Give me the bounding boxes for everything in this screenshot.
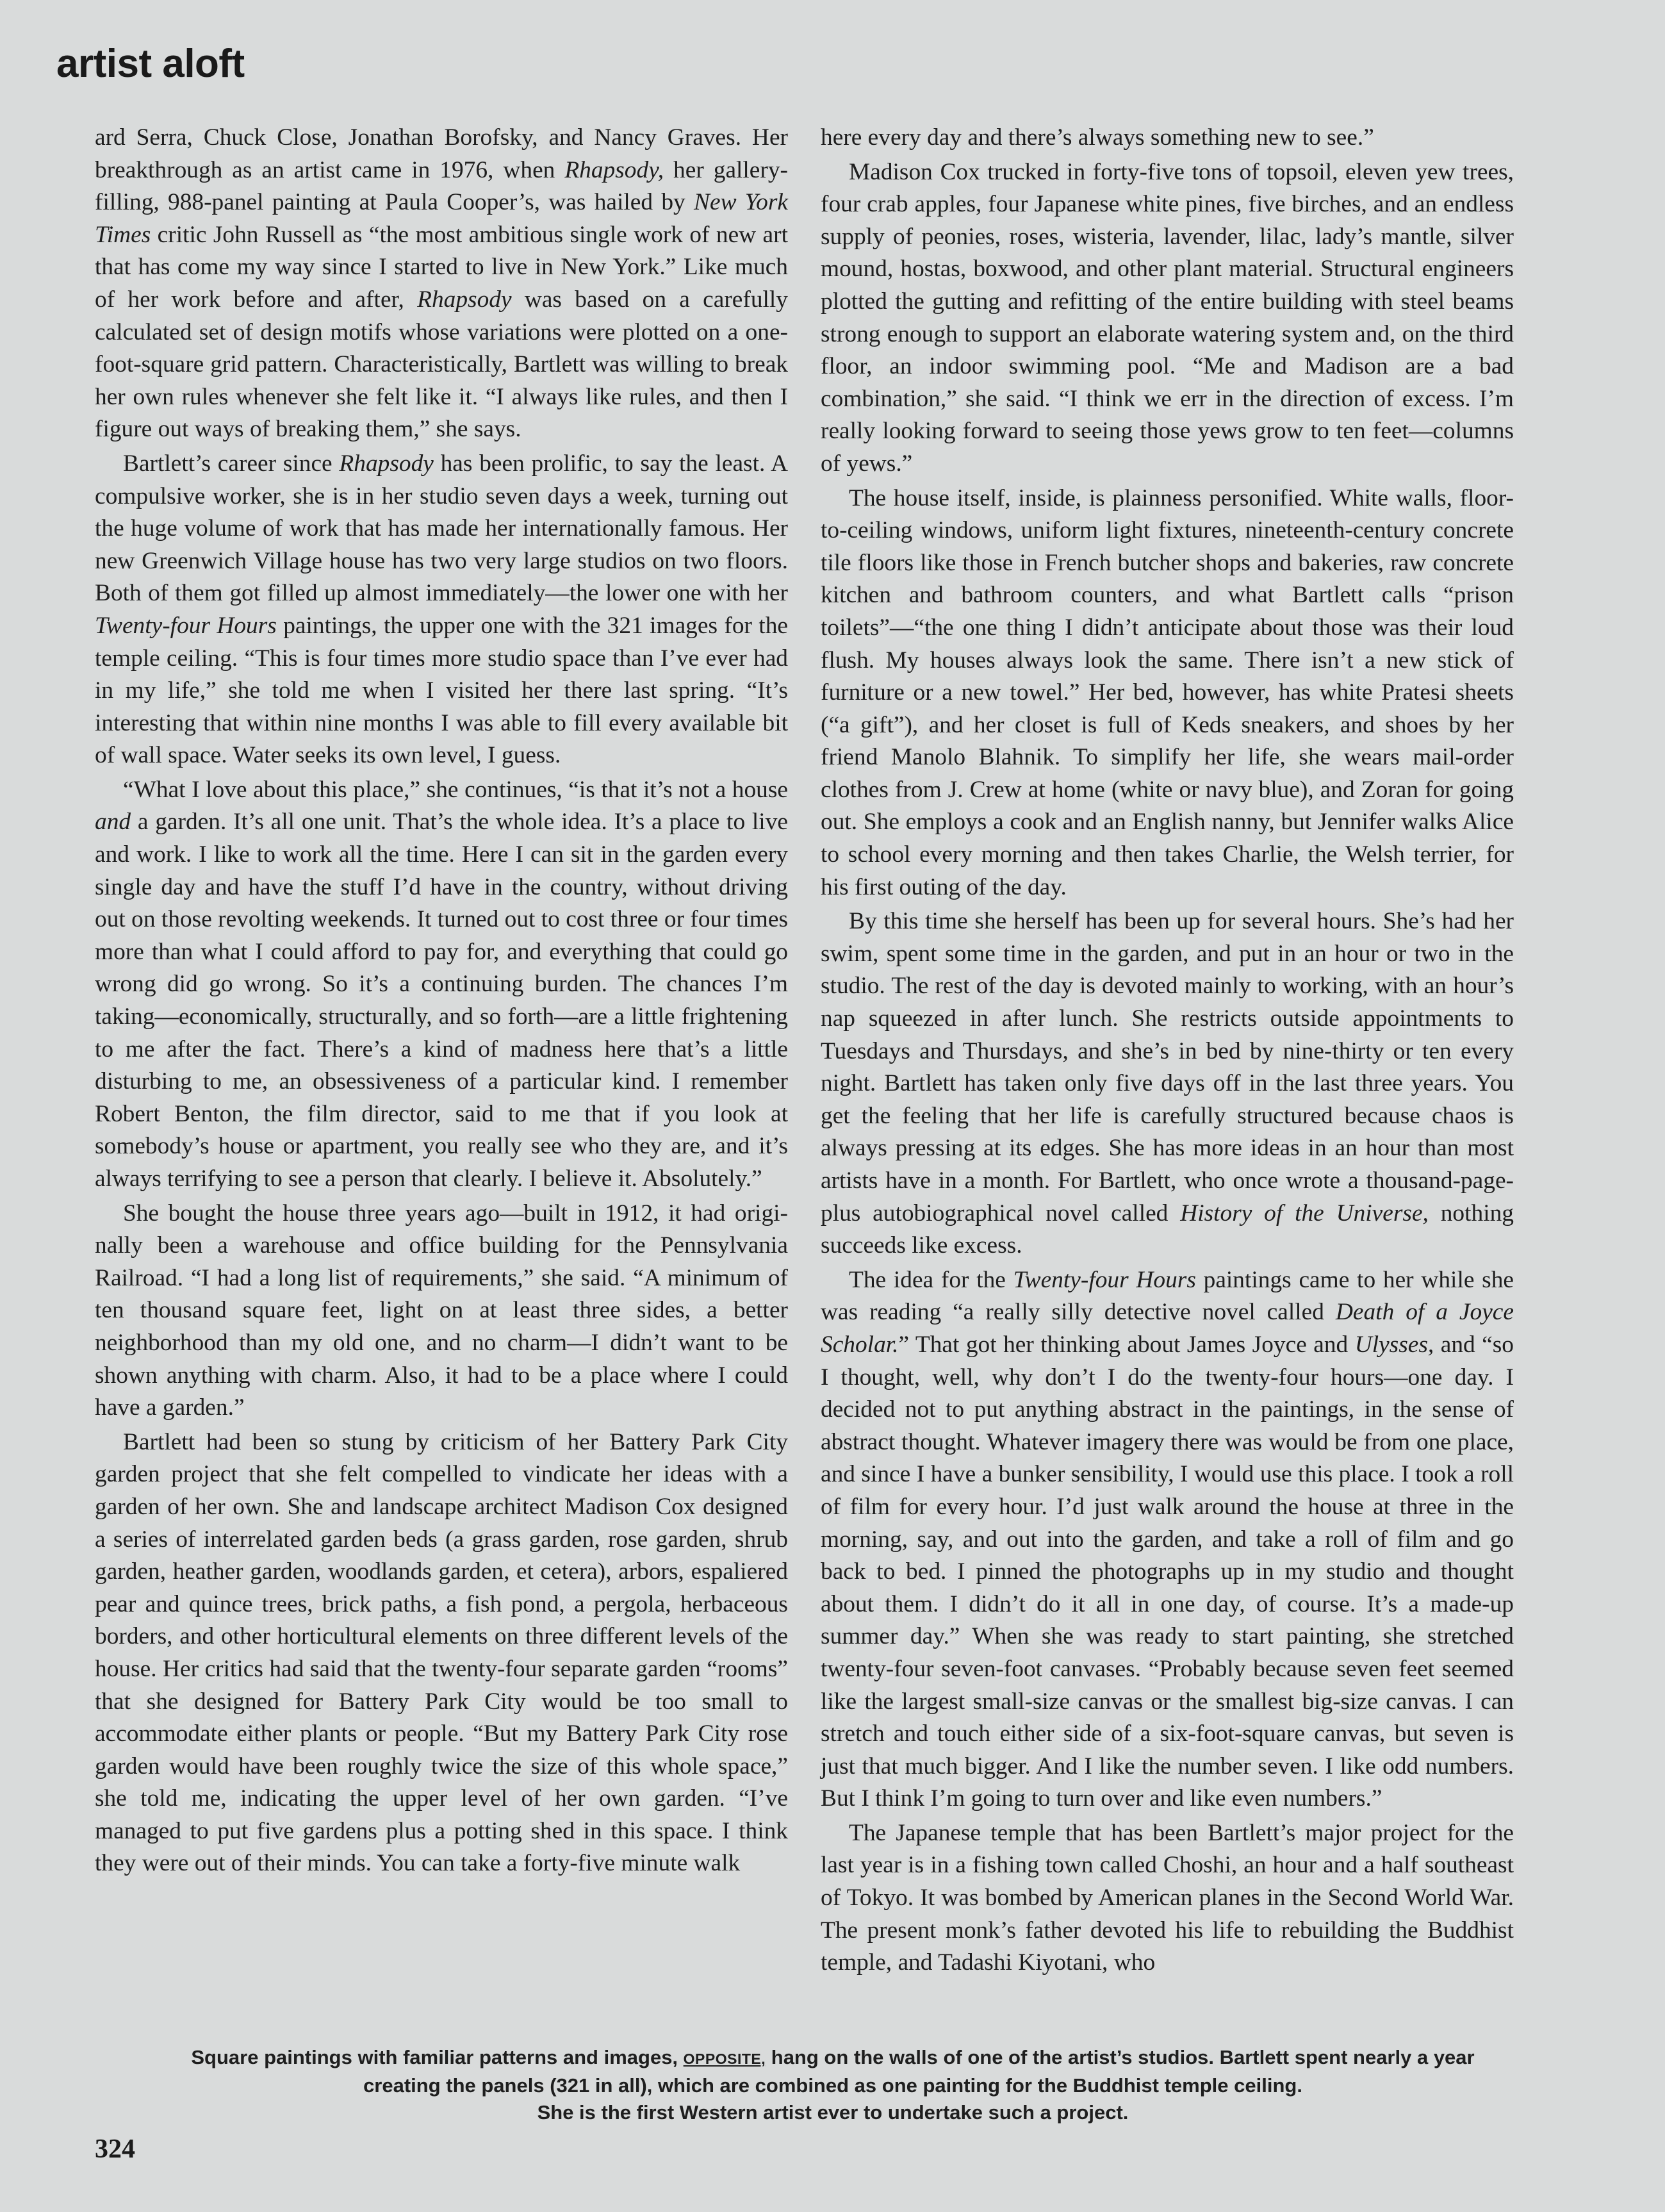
italic-title: Twenty-four Hours: [1013, 1266, 1196, 1293]
article-paragraph: [95, 774, 788, 1196]
article-paragraph: [821, 122, 1514, 154]
article-column-left: [95, 122, 788, 1880]
article-paragraph: [821, 1817, 1514, 1979]
paragraph-text: By this time she herself has been up for several hours. She’s had her swim, spent some time in the garden, and put in an hour or two in the studio. The rest of the day is devoted mainly to working, with an hour’s nap squeezed in after lunch. She restricts outside appointments to Tuesdays and Thursdays, and she’s in bed by nine-thirty or ten every night. Bartlett has taken only five days off in the last three years. You get the feeling that her life is carefully structured because chaos is always pressing at its edges. She has more ideas in an hour than most artists have in a month. For Bartlett, who once wrote a thousand-page-plus autobiographical novel called: [821, 908, 1514, 1226]
italic-title: Rhapsody,: [564, 156, 664, 183]
paragraph-text: Madison Cox trucked in forty-five tons of topsoil, eleven yew trees, four crab apples, four Japanese white pines, five birches, and an endless supply of peonies, roses, wisteria, lavender, lilac, lady’s mantle, silver mound, hostas, boxwood, and other plant material. Structural engineers plotted the gutting and refitting of the entire building with steel beams strong enough to support an elaborate watering system and, on the third floor, an indoor swimming pool. “Me and Madison are a bad combination,” she said. “I think we err in the direction of excess. I’m really looking forward to seeing those yews grow to ten feet—columns of yews.”: [821, 158, 1514, 477]
article-paragraph: [95, 1426, 788, 1880]
italic-title: Rhapsody: [417, 286, 512, 313]
article-paragraph: [821, 905, 1514, 1262]
paragraph-text: She bought the house three years ago—built in 1912, it had originally been a warehouse and office building for the Pennsylvania Railroad. “I had a long list of requirements,” she said. “A minimum of ten thousand square feet, light on at least three sides, a better neighborhood than my old one, and no charm—I didn’t want to be shown anything with charm. Also, it had to be a place where I could have a garden.”: [95, 1200, 788, 1421]
article-paragraph: [95, 122, 788, 446]
caption-line-1: [96, 2044, 1570, 2072]
paragraph-text: The Japanese temple that has been Bartlett’s major project for the last year is in a fishing town called Choshi, an hour and a half southeast of Tokyo. It was bombed by American planes in the Second World War. The present monk’s father devoted his life to rebuilding the Buddhist temple, and Tadashi Kiyotani, who: [821, 1819, 1514, 1976]
paragraph-text: paintings, the upper one with the 321 images for the temple ceiling. “This is four times more studio space than I’ve ever had in my life,” she told me when I visited her there last spring. “It’s interesting that within nine months I was able to fill every available bit of wall space. Water seeks its own level, I guess.: [95, 612, 788, 769]
paragraph-text: paintings came to her while she was reading “a really silly detective novel called: [821, 1266, 1514, 1326]
paragraph-text: Bartlett’s career since: [123, 450, 340, 477]
italic-title: History of the Universe,: [1180, 1200, 1429, 1226]
article-paragraph: [95, 448, 788, 772]
caption-opposite-reference: OPPOSITE,: [683, 2051, 766, 2067]
paragraph-text: critic John Russell as “the most ambitious single work of new art that has come my way since I started to live in New York.” Like much of her work before and after,: [95, 221, 788, 313]
paragraph-text: Bartlett had been so stung by criticism of her Battery Park City garden project that she felt compelled to vindicate her ideas with a garden of her own. She and landscape architect Madison Cox designed a series of interrelated garden beds (a grass garden, rose garden, shrub garden, heather garden, woodlands garden, et cetera), arbors, espaliered pear and quince trees, brick paths, a fish pond, a pergola, herbaceous borders, and other horticultural elements on three different levels of the house. Her critics had said that the twenty-four separate garden “rooms” that she designed for Battery Park City would be too small to accommodate either plants or people. “But my Battery Park City rose garden would have been roughly twice the size of this whole space,” she told me, indicating the upper level of her own garden. “I’ve managed to put five gardens plus a potting shed in this space. I think they were out of their minds. You can take a forty-five minute walk: [95, 1428, 788, 1877]
italic-title: and: [95, 809, 131, 836]
paragraph-text: and “so I thought, well, why don’t I do the twenty-four hours—one day. I decided not to put anything abstract in the paintings, in the sense of abstract thought. Whatever imagery there was would be from one place, and since I have a bunker sensibility, I would use this place. I took a roll of film for every hour. I’d just walk around the house at three in the morning, say, and out into the garden, and take a roll of film and go back to bed. I pinned the photographs up in my studio and thought about them. I didn’t do it all in one day, of course. It’s a made-up summer day.” When she was ready to start painting, she stretched twenty-four seven-foot canvases. “Probably because seven feet seemed like the largest small-size canvas or the smallest big-size canvas. I can stretch and touch either side of a six-foot-square canvas, but seven is just that much bigger. And I like the number seven. I like odd numbers. But I think I’m going to turn over and like even numbers.”: [821, 1331, 1514, 1812]
article-paragraph: [821, 483, 1514, 904]
paragraph-text: here every day and there’s always something new to see.”: [821, 124, 1374, 151]
article-paragraph: [821, 1264, 1514, 1815]
article-paragraph: [821, 156, 1514, 481]
paragraph-text: was based on a carefully calculated set of design motifs whose variations were plotted on a one-foot-square grid pattern. Characteristically, Bartlett was willing to break her own rules whenever she felt like it. “I always like rules, and then I figure out ways of breaking them,” she says.: [95, 286, 789, 443]
caption-text: Square paintings with familiar patterns and images,: [191, 2046, 684, 2068]
paragraph-text: “What I love about this place,” she continues, “is that it’s not a house: [123, 776, 788, 803]
paragraph-text: nothing succeeds like excess.: [821, 1200, 1514, 1259]
italic-title: Rhapsody: [339, 450, 434, 477]
caption-line-2: creating the panels (321 in all), which are combined as one painting for the Buddhist temple ceiling.: [363, 2074, 1302, 2097]
section-header: artist aloft: [56, 42, 245, 86]
italic-title: Twenty-four Hours: [95, 612, 277, 639]
italic-title: Death of a Joyce Scholar.: [821, 1299, 1514, 1358]
italic-title: New York Times: [95, 189, 788, 248]
article-column-right: [821, 122, 1514, 1979]
caption-line-3: She is the first Western artist ever to undertake such a project.: [537, 2101, 1129, 2124]
paragraph-text: ard Serra, Chuck Close, Jonathan Borofsky, and Nancy Graves. Her breakthrough as an artist came in 1976, when: [95, 124, 788, 183]
italic-title: Ulysses,: [1354, 1331, 1434, 1358]
photo-caption: [96, 2044, 1570, 2126]
paragraph-text: a garden. It’s all one unit. That’s the whole idea. It’s a place to live and work. I like to work all the time. Here I can sit in the garden every single day and have the stuff I’d have in the country, without driving out on those revolting weekends. It turned out to cost three or four times more than what I could afford to pay for, and everything that could go wrong did go wrong. So it’s a continuing burden. The chances I’m taking—economically, structurally, and so forth—are a little frightening to me after the fact. There’s a kind of madness here that’s a little disturbing to me, an obsessiveness of a particular kind. I remember Robert Benton, the film director, said to me that if you look at somebody’s house or apartment, you really see who they are, and it’s always terrifying to see a person that clearly. I believe it. Absolutely.”: [95, 809, 789, 1192]
caption-text: hang on the walls of one of the artist’s studios. Bartlett spent nearly a year: [766, 2046, 1475, 2068]
paragraph-text: ” That got her thinking about James Joyce and: [898, 1331, 1355, 1358]
paragraph-text: The house itself, inside, is plainness personified. White walls, floor-to-ceiling windows, uniform light fixtures, nineteenth-century concrete tile floors like those in French butcher shops and bakeries, raw concrete kitchen and bathroom counters, and what Bartlett calls “prison toilets”—“the one thing I didn’t anticipate about those was their loud flush. My houses always look the same. There isn’t a new stick of furniture or a new towel.” Her bed, however, has white Pratesi sheets (“a gift”), and her closet is full of Keds sneakers, and shoes by her friend Manolo Blahnik. To simplify her life, she wears mail-order clothes from J. Crew at home (white or navy blue), and Zoran for going out. She employs a cook and an English nanny, but Jennifer walks Alice to school every morning and then takes Charlie, the Welsh terrier, for his first outing of the day.: [821, 484, 1514, 900]
paragraph-text: The idea for the: [849, 1266, 1013, 1293]
paragraph-text: her gallery-filling, 988-panel painting at Paula Cooper’s, was hailed by: [95, 156, 789, 216]
page-number: 324: [95, 2134, 135, 2164]
paragraph-text: has been prolific, to say the least. A compulsive worker, she is in her studio seven days a week, turning out the huge volume of work that has made her internationally famous. Her new Greenwich Village house has two very large studios on two floors. Both of them got filled up almost immediately—the lower one with her: [95, 450, 788, 607]
article-paragraph: [95, 1198, 788, 1424]
